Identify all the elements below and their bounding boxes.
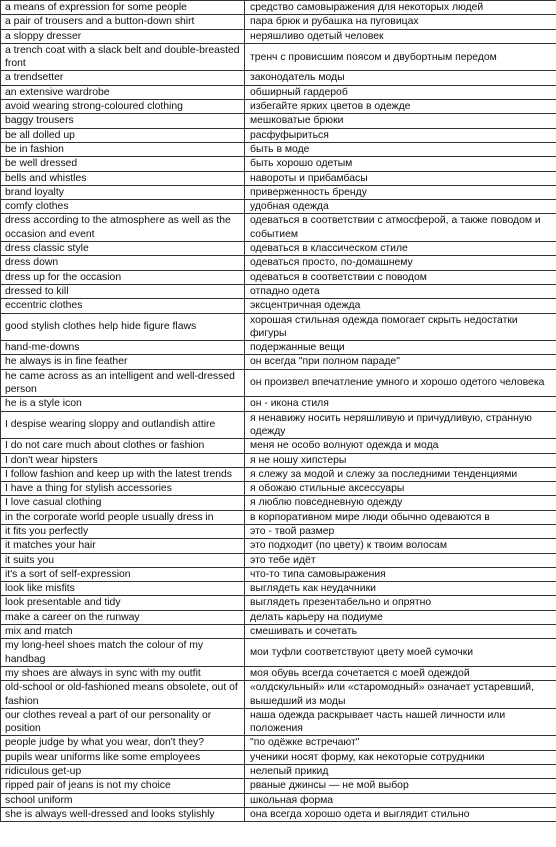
english-phrase-cell: brand loyalty (1, 185, 245, 199)
russian-translation-cell: меня не особо волнуют одежда и мода (245, 439, 556, 453)
russian-translation-cell: быть в моде (245, 142, 556, 156)
english-phrase-cell: pupils wear uniforms like some employees (1, 750, 245, 764)
english-phrase-cell: our clothes reveal a part of our personality or position (1, 708, 245, 736)
russian-translation-cell: неряшливо одетый человек (245, 29, 556, 43)
table-row (1, 681, 556, 709)
table-row (1, 355, 556, 369)
english-phrase-cell: an extensive wardrobe (1, 85, 245, 99)
table-row (1, 128, 556, 142)
english-phrase-cell: dressed to kill (1, 284, 245, 298)
table-row (1, 284, 556, 298)
english-phrase-cell: in the corporate world people usually dress in (1, 510, 245, 524)
english-phrase-cell: school uniform (1, 793, 245, 807)
russian-translation-cell: удобная одежда (245, 200, 556, 214)
english-phrase-cell: look presentable and tidy (1, 596, 245, 610)
table-row (1, 553, 556, 567)
russian-translation-cell: делать карьеру на подиуме (245, 610, 556, 624)
russian-translation-cell: выглядеть как неудачники (245, 582, 556, 596)
table-row (1, 736, 556, 750)
table-row (1, 750, 556, 764)
table-row (1, 171, 556, 185)
english-phrase-cell: avoid wearing strong-coloured clothing (1, 100, 245, 114)
english-phrase-cell: ripped pair of jeans is not my choice (1, 779, 245, 793)
russian-translation-cell: я ненавижу носить неряшливую и причудливую, странную одежду (245, 411, 556, 439)
table-row (1, 142, 556, 156)
table-row (1, 411, 556, 439)
english-phrase-cell: dress up for the occasion (1, 270, 245, 284)
english-phrase-cell: I love casual clothing (1, 496, 245, 510)
english-phrase-cell: look like misfits (1, 582, 245, 596)
russian-translation-cell: эксцентричная одежда (245, 299, 556, 313)
english-phrase-cell: people judge by what you wear, don't they? (1, 736, 245, 750)
russian-translation-cell: "по одёжке встречают" (245, 736, 556, 750)
table-row (1, 625, 556, 639)
russian-translation-cell: рваные джинсы — не мой выбор (245, 779, 556, 793)
english-phrase-cell: a pair of trousers and a button-down shirt (1, 15, 245, 29)
russian-translation-cell: она всегда хорошо одета и выглядит стильно (245, 807, 556, 821)
russian-translation-cell: это тебе идёт (245, 553, 556, 567)
english-phrase-cell: old-school or old-fashioned means obsolete, out of fashion (1, 681, 245, 709)
table-row (1, 270, 556, 284)
english-phrase-cell: a trendsetter (1, 71, 245, 85)
table-row (1, 100, 556, 114)
table-row (1, 539, 556, 553)
russian-translation-cell: нелепый прикид (245, 765, 556, 779)
russian-translation-cell: одеваться в классическом стиле (245, 242, 556, 256)
russian-translation-cell: он всегда "при полном параде" (245, 355, 556, 369)
russian-translation-cell: наша одежда раскрывает часть нашей личности или положения (245, 708, 556, 736)
russian-translation-cell: навороты и прибамбасы (245, 171, 556, 185)
table-row (1, 200, 556, 214)
russian-translation-cell: смешивать и сочетать (245, 625, 556, 639)
table-row (1, 453, 556, 467)
english-phrase-cell: baggy trousers (1, 114, 245, 128)
english-phrase-cell: he came across as an intelligent and well-dressed person (1, 369, 245, 397)
russian-translation-cell: я не ношу хипстеры (245, 453, 556, 467)
english-phrase-cell: a means of expression for some people (1, 1, 245, 15)
russian-translation-cell: приверженность бренду (245, 185, 556, 199)
table-row (1, 85, 556, 99)
english-phrase-cell: ridiculous get-up (1, 765, 245, 779)
russian-translation-cell: отпадно одета (245, 284, 556, 298)
table-row (1, 29, 556, 43)
english-phrase-cell: it's a sort of self-expression (1, 567, 245, 581)
russian-translation-cell: тренч с провисшим поясом и двубортным передом (245, 43, 556, 71)
table-row (1, 482, 556, 496)
table-row (1, 214, 556, 242)
russian-translation-cell: моя обувь всегда сочетается с моей одеждой (245, 666, 556, 680)
english-phrase-cell: it suits you (1, 553, 245, 567)
russian-translation-cell: это подходит (по цвету) к твоим волосам (245, 539, 556, 553)
english-phrase-cell: be all dolled up (1, 128, 245, 142)
russian-translation-cell: избегайте ярких цветов в одежде (245, 100, 556, 114)
table-row (1, 467, 556, 481)
russian-translation-cell: выглядеть презентабельно и опрятно (245, 596, 556, 610)
table-row (1, 793, 556, 807)
russian-translation-cell: он произвел впечатление умного и хорошо одетого человека (245, 369, 556, 397)
vocabulary-table-body (1, 1, 556, 822)
english-phrase-cell: a sloppy dresser (1, 29, 245, 43)
english-phrase-cell: comfy clothes (1, 200, 245, 214)
russian-translation-cell: мои туфли соответствуют цвету моей сумочки (245, 639, 556, 667)
english-phrase-cell: eccentric clothes (1, 299, 245, 313)
table-row (1, 708, 556, 736)
table-row (1, 185, 556, 199)
table-row (1, 15, 556, 29)
table-row (1, 596, 556, 610)
table-row (1, 765, 556, 779)
table-row (1, 639, 556, 667)
table-row (1, 114, 556, 128)
table-row (1, 496, 556, 510)
russian-translation-cell: обширный гардероб (245, 85, 556, 99)
table-row (1, 242, 556, 256)
russian-translation-cell: одеваться в соответствии с поводом (245, 270, 556, 284)
table-row (1, 582, 556, 596)
table-row (1, 369, 556, 397)
english-phrase-cell: mix and match (1, 625, 245, 639)
english-phrase-cell: good stylish clothes help hide figure flaws (1, 313, 245, 341)
english-phrase-cell: it matches your hair (1, 539, 245, 553)
english-phrase-cell: a trench coat with a slack belt and double-breasted front (1, 43, 245, 71)
russian-translation-cell: одеваться просто, по-домашнему (245, 256, 556, 270)
russian-translation-cell: пара брюк и рубашка на пуговицах (245, 15, 556, 29)
russian-translation-cell: я люблю повседневную одежду (245, 496, 556, 510)
english-phrase-cell: he always is in fine feather (1, 355, 245, 369)
table-row (1, 313, 556, 341)
russian-translation-cell: мешковатые брюки (245, 114, 556, 128)
russian-translation-cell: школьная форма (245, 793, 556, 807)
table-row (1, 341, 556, 355)
english-phrase-cell: be well dressed (1, 157, 245, 171)
table-row (1, 510, 556, 524)
english-phrase-cell: my long-heel shoes match the colour of my handbag (1, 639, 245, 667)
table-row (1, 256, 556, 270)
russian-translation-cell: подержанные вещи (245, 341, 556, 355)
table-row (1, 567, 556, 581)
russian-translation-cell: «олдскульный» или «старомодный» означает устаревший, вышедший из моды (245, 681, 556, 709)
english-phrase-cell: dress down (1, 256, 245, 270)
table-row (1, 397, 556, 411)
russian-translation-cell: быть хорошо одетым (245, 157, 556, 171)
table-row (1, 71, 556, 85)
english-phrase-cell: I despise wearing sloppy and outlandish attire (1, 411, 245, 439)
table-row (1, 1, 556, 15)
russian-translation-cell: я обожаю стильные аксессуары (245, 482, 556, 496)
table-row (1, 157, 556, 171)
english-phrase-cell: I have a thing for stylish accessories (1, 482, 245, 496)
english-phrase-cell: he is a style icon (1, 397, 245, 411)
table-row (1, 524, 556, 538)
russian-translation-cell: я слежу за модой и слежу за последними тенденциями (245, 467, 556, 481)
russian-translation-cell: в корпоративном мире люди обычно одеваются в (245, 510, 556, 524)
russian-translation-cell: ученики носят форму, как некоторые сотрудники (245, 750, 556, 764)
table-row (1, 439, 556, 453)
table-row (1, 807, 556, 821)
table-row (1, 666, 556, 680)
english-phrase-cell: it fits you perfectly (1, 524, 245, 538)
table-row (1, 299, 556, 313)
russian-translation-cell: одеваться в соответствии с атмосферой, а также поводом и событием (245, 214, 556, 242)
russian-translation-cell: он - икона стиля (245, 397, 556, 411)
english-phrase-cell: bells and whistles (1, 171, 245, 185)
english-phrase-cell: my shoes are always in sync with my outfit (1, 666, 245, 680)
russian-translation-cell: это - твой размер (245, 524, 556, 538)
english-phrase-cell: make a career on the runway (1, 610, 245, 624)
russian-translation-cell: хорошая стильная одежда помогает скрыть недостатки фигуры (245, 313, 556, 341)
english-phrase-cell: hand-me-downs (1, 341, 245, 355)
table-row (1, 610, 556, 624)
english-phrase-cell: I follow fashion and keep up with the latest trends (1, 467, 245, 481)
english-phrase-cell: be in fashion (1, 142, 245, 156)
table-row (1, 779, 556, 793)
russian-translation-cell: средство самовыражения для некоторых людей (245, 1, 556, 15)
english-phrase-cell: I don't wear hipsters (1, 453, 245, 467)
english-phrase-cell: dress classic style (1, 242, 245, 256)
english-phrase-cell: she is always well-dressed and looks stylishly (1, 807, 245, 821)
russian-translation-cell: что-то типа самовыражения (245, 567, 556, 581)
english-phrase-cell: I do not care much about clothes or fashion (1, 439, 245, 453)
russian-translation-cell: законодатель моды (245, 71, 556, 85)
english-phrase-cell: dress according to the atmosphere as well as the occasion and event (1, 214, 245, 242)
table-row (1, 43, 556, 71)
russian-translation-cell: расфуфыриться (245, 128, 556, 142)
